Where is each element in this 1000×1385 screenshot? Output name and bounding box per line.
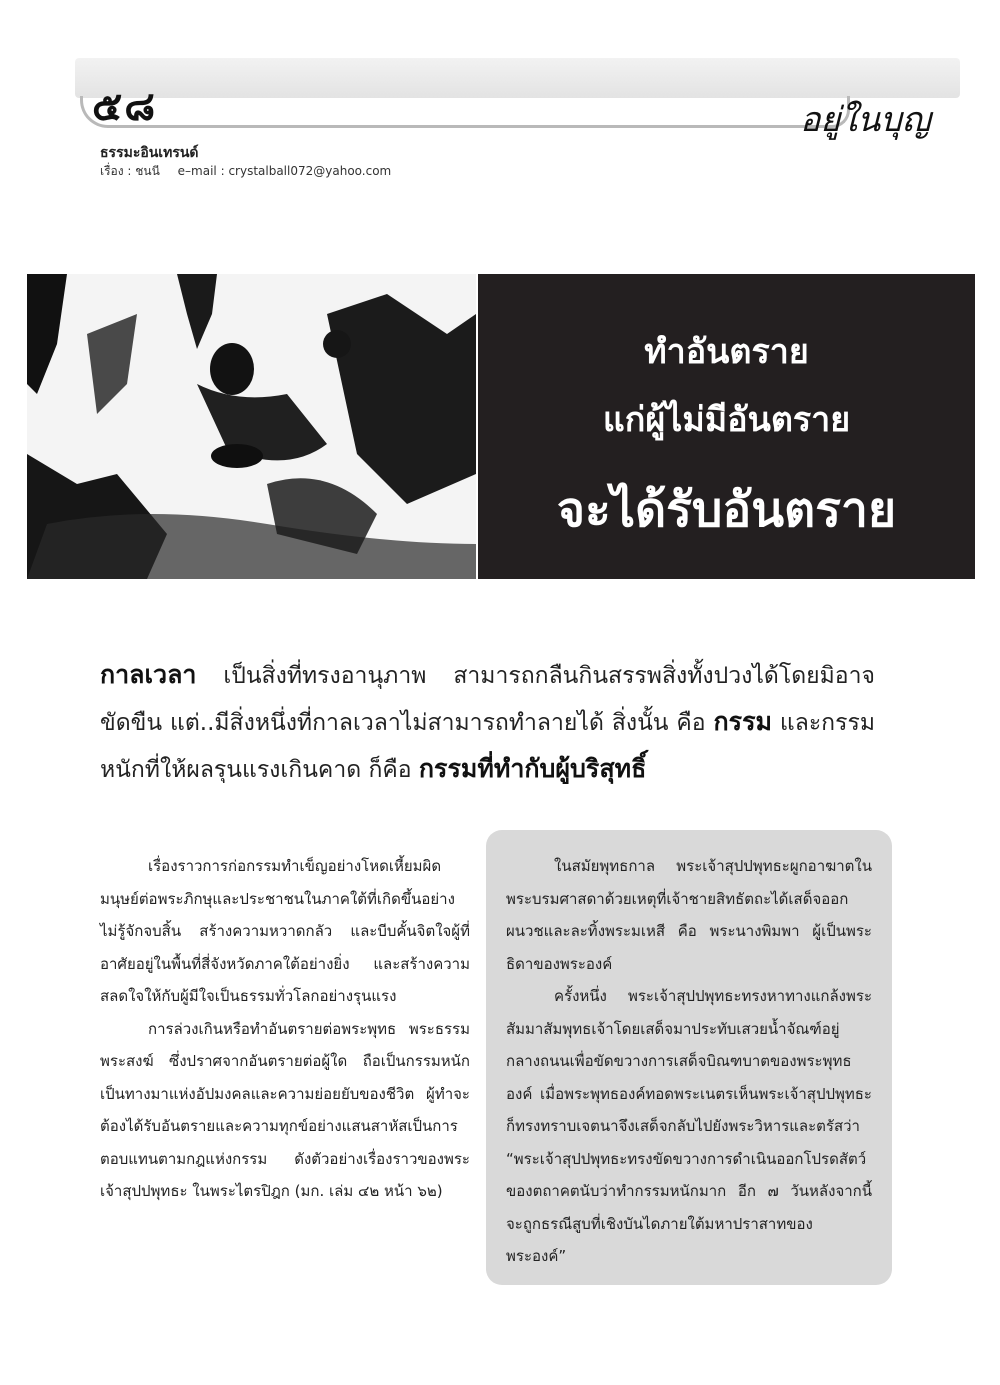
left-paragraph-1: เรื่องราวการก่อกรรมทำเข็ญอย่างโหดเหี้ยมผิดมนุษย์ต่อพระภิกษุและประชาชนในภาคใต้ที่เกิดขึ้นอย่างไม่รู้จักจบสิ้น สร้างความหวาดกลัว และบีบคั้นจิตใจผู้ที่อาศัยอยู่ในพื้นที่สี่จังหวัดภาคใต้อย่างยิ่ง และสร้างความสลดใจให้กับผู้มีใจเป็นธรรมทั่วโลกอย่างรุนแรง — [100, 857, 470, 1005]
byline-email: e–mail : crystalball072@yahoo.com — [177, 164, 392, 178]
page-number: ๕๘ — [92, 83, 158, 130]
intro-bold-1: กาลเวลา — [100, 660, 197, 689]
intro-paragraph — [100, 652, 875, 793]
column-name: ธรรมะอินเทรนด์ — [100, 145, 199, 161]
left-paragraph-2: การล่วงเกินหรือทำอันตรายต่อพระพุทธ พระธรรม พระสงฆ์ ซึ่งปราศจากอันตรายต่อผู้ใด ถือเป็นกรรมหนัก เป็นทางมาแห่งอัปมงคลและความย่อยยับของชีวิต ผู้ทำจะต้องได้รับอันตรายและความทุกข์อย่างแสนสาหัสเป็นการตอบแทนตามกฎแห่งกรรม ดังตัวอย่างเรื่องราวของพระเจ้าสุปปพุทธะ ในพระไตรปิฎก (มก. เล่ม ๔๒ หน้า ๖๒) — [100, 1019, 470, 1200]
right-paragraph-1: ในสมัยพุทธกาล พระเจ้าสุปปพุทธะผูกอาฆาตในพระบรมศาสดาด้วยเหตุที่เจ้าชายสิทธัตถะได้เสด็จออกผนวชและละทิ้งพระมเหสี คือ พระนางพิมพา ผู้เป็นพระธิดาของพระองค์ — [506, 857, 872, 973]
right-paragraph-2: ครั้งหนึ่ง พระเจ้าสุปปพุทธะทรงหาทางแกล้งพระสัมมาสัมพุทธเจ้าโดยเสด็จมาประทับเสวยน้ำจัณฑ์อยู่กลางถนนเพื่อขัดขวางการเสด็จบิณฑบาตของพระพุทธองค์ เมื่อพระพุทธองค์ทอดพระเนตรเห็นพระเจ้าสุปปพุทธะก็ทรงทราบเจตนาจึงเสด็จกลับไปยังพระวิหารและตรัสว่า “พระเจ้าสุปปพุทธะทรงขัดขวางการดำเนินออกโปรดสัตว์ของตถาคตนับว่าทำกรรมหนักมาก อีก ๗ วันหลังจากนี้ จะถูกธรณีสูบที่เชิงบันไดภายใต้มหาปราสาทของพระองค์” — [506, 987, 872, 1265]
byline — [100, 162, 405, 181]
intro-text-2: และกรรมหนักที่ให้ผลรุนแรงเกินคาด ก็คือ — [100, 710, 875, 783]
hero-title-line-2: แก่ผู้ไม่มีอันตราย — [602, 400, 851, 440]
brand-logo: อยู่ในบุญ — [800, 100, 931, 140]
hero-photo-illustration — [27, 274, 476, 579]
right-column — [506, 850, 872, 1273]
header-rule — [80, 96, 850, 128]
hero-title-line-1: ทำอันตราย — [644, 332, 809, 372]
hero-title-line-3: จะได้รับอันตราย — [556, 482, 897, 538]
byline-author: เรื่อง : ชนนี — [100, 164, 160, 178]
hero-photo — [27, 274, 476, 579]
intro-bold-3: กรรมที่ทำกับผู้บริสุทธิ์ — [418, 754, 647, 783]
intro-bold-2: กรรม — [713, 707, 773, 736]
left-column — [100, 850, 470, 1208]
hero-title-box — [478, 274, 975, 579]
intro-text-1: เป็นสิ่งที่ทรงอานุภาพ สามารถกลืนกินสรรพสิ่งทั้งปวงได้โดยมิอาจขัดขืน แต่..มีสิ่งหนึ่งที่กาลเวลาไม่สามารถทำลายได้ สิ่งนั้น คือ — [100, 663, 875, 736]
